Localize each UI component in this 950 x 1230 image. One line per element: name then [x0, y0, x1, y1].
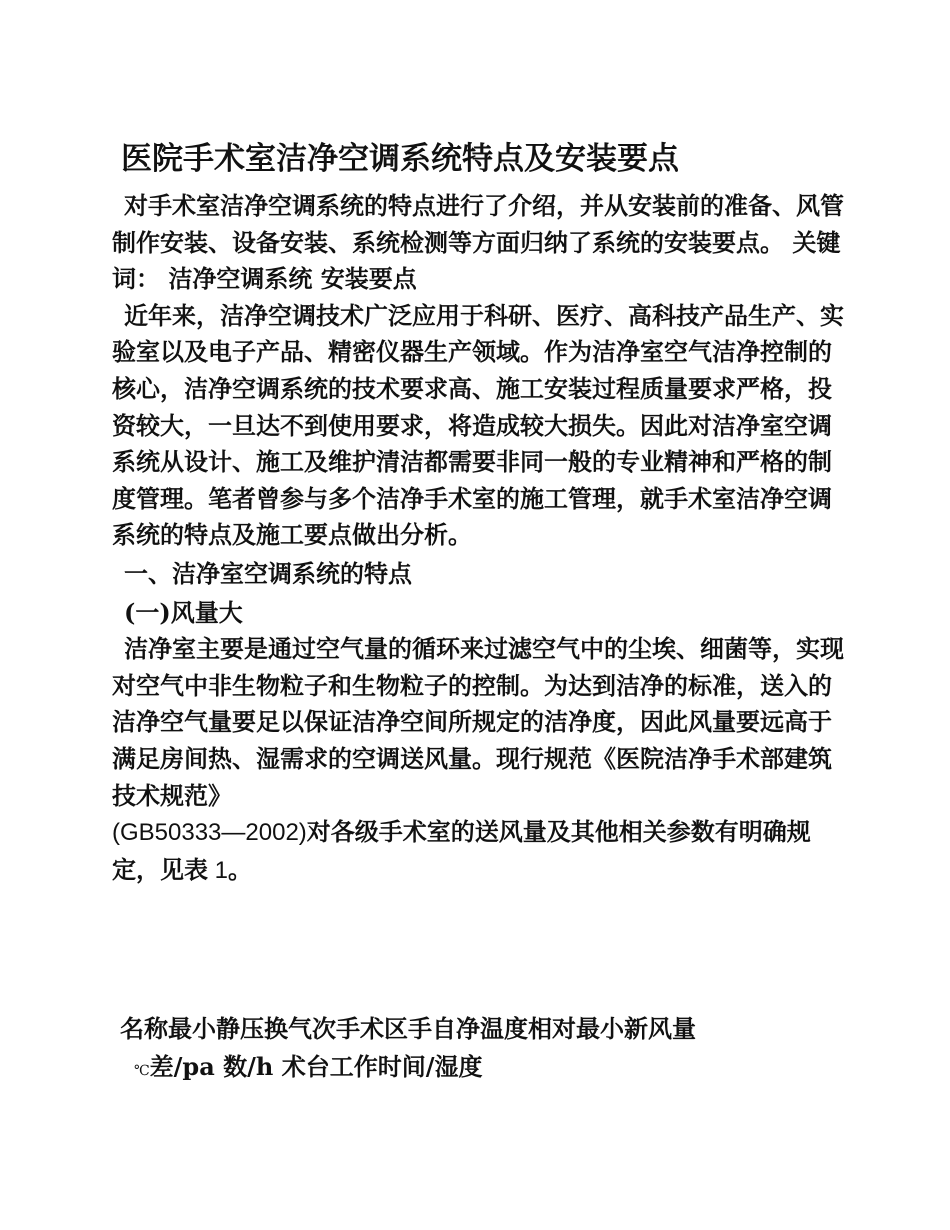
degree-unit: ℃ [134, 1063, 150, 1079]
airflow-text-part1: 洁净室主要是通过空气量的循环来过滤空气中的尘埃、细菌等，实现对空气中非生物粒子和生物粒子的控制。为达到洁净的标准，送入的洁净空气量要足以保证洁净空间所规定的洁净度，因此风量要远高于满足房间热、湿需求的空调送风量。现行规范《医院洁净手术部建筑技术规范》 [112, 634, 844, 810]
subsection-heading: (一)风量大 [124, 597, 243, 627]
standard-code: (GB50333—2002) [112, 819, 307, 847]
table-header-row-2 [120, 1048, 860, 1090]
document-body [112, 188, 852, 889]
section-heading: 一、洁净室空调系统的特点 [124, 558, 412, 588]
table-header [120, 1010, 860, 1090]
airflow-paragraph [112, 631, 852, 889]
airflow-text-part2: 对各级手术室的送风量及其他相关参数有明确规定，见表 [112, 817, 811, 884]
table-number: 1 [208, 856, 229, 884]
document-title: 医院手术室洁净空调系统特点及安装要点 [121, 141, 679, 177]
airflow-text-end: 。 [228, 854, 253, 884]
table-header-row-2-text: 差/pa 数/h 术台工作时间/湿度 [149, 1052, 483, 1081]
intro-paragraph: 近年来，洁净空调技术广泛应用于科研、医疗、高科技产品生产、实验室以及电子产品、精密仪器生产领域。作为洁净室空气洁净控制的核心，洁净空调系统的技术要求高、施工安装过程质量要求严格，投资较大，一旦达不到使用要求，将造成较大损失。因此对洁净室空调系统从设计、施工及维护清洁都需要非同一般的专业精神和严格的制度管理。笔者曾参与多个洁净手术室的施工管理，就手术室洁净空调系统的特点及施工要点做出分析。 [112, 300, 844, 550]
table-header-row-1: 名称最小静压换气次手术区手自净温度相对最小新风量 [120, 1014, 696, 1043]
abstract-paragraph: 对手术室洁净空调系统的特点进行了介绍，并从安装前的准备、风管制作安装、设备安装、系统检测等方面归纳了系统的安装要点。 关键词： 洁净空调系统 安装要点 [112, 191, 844, 294]
